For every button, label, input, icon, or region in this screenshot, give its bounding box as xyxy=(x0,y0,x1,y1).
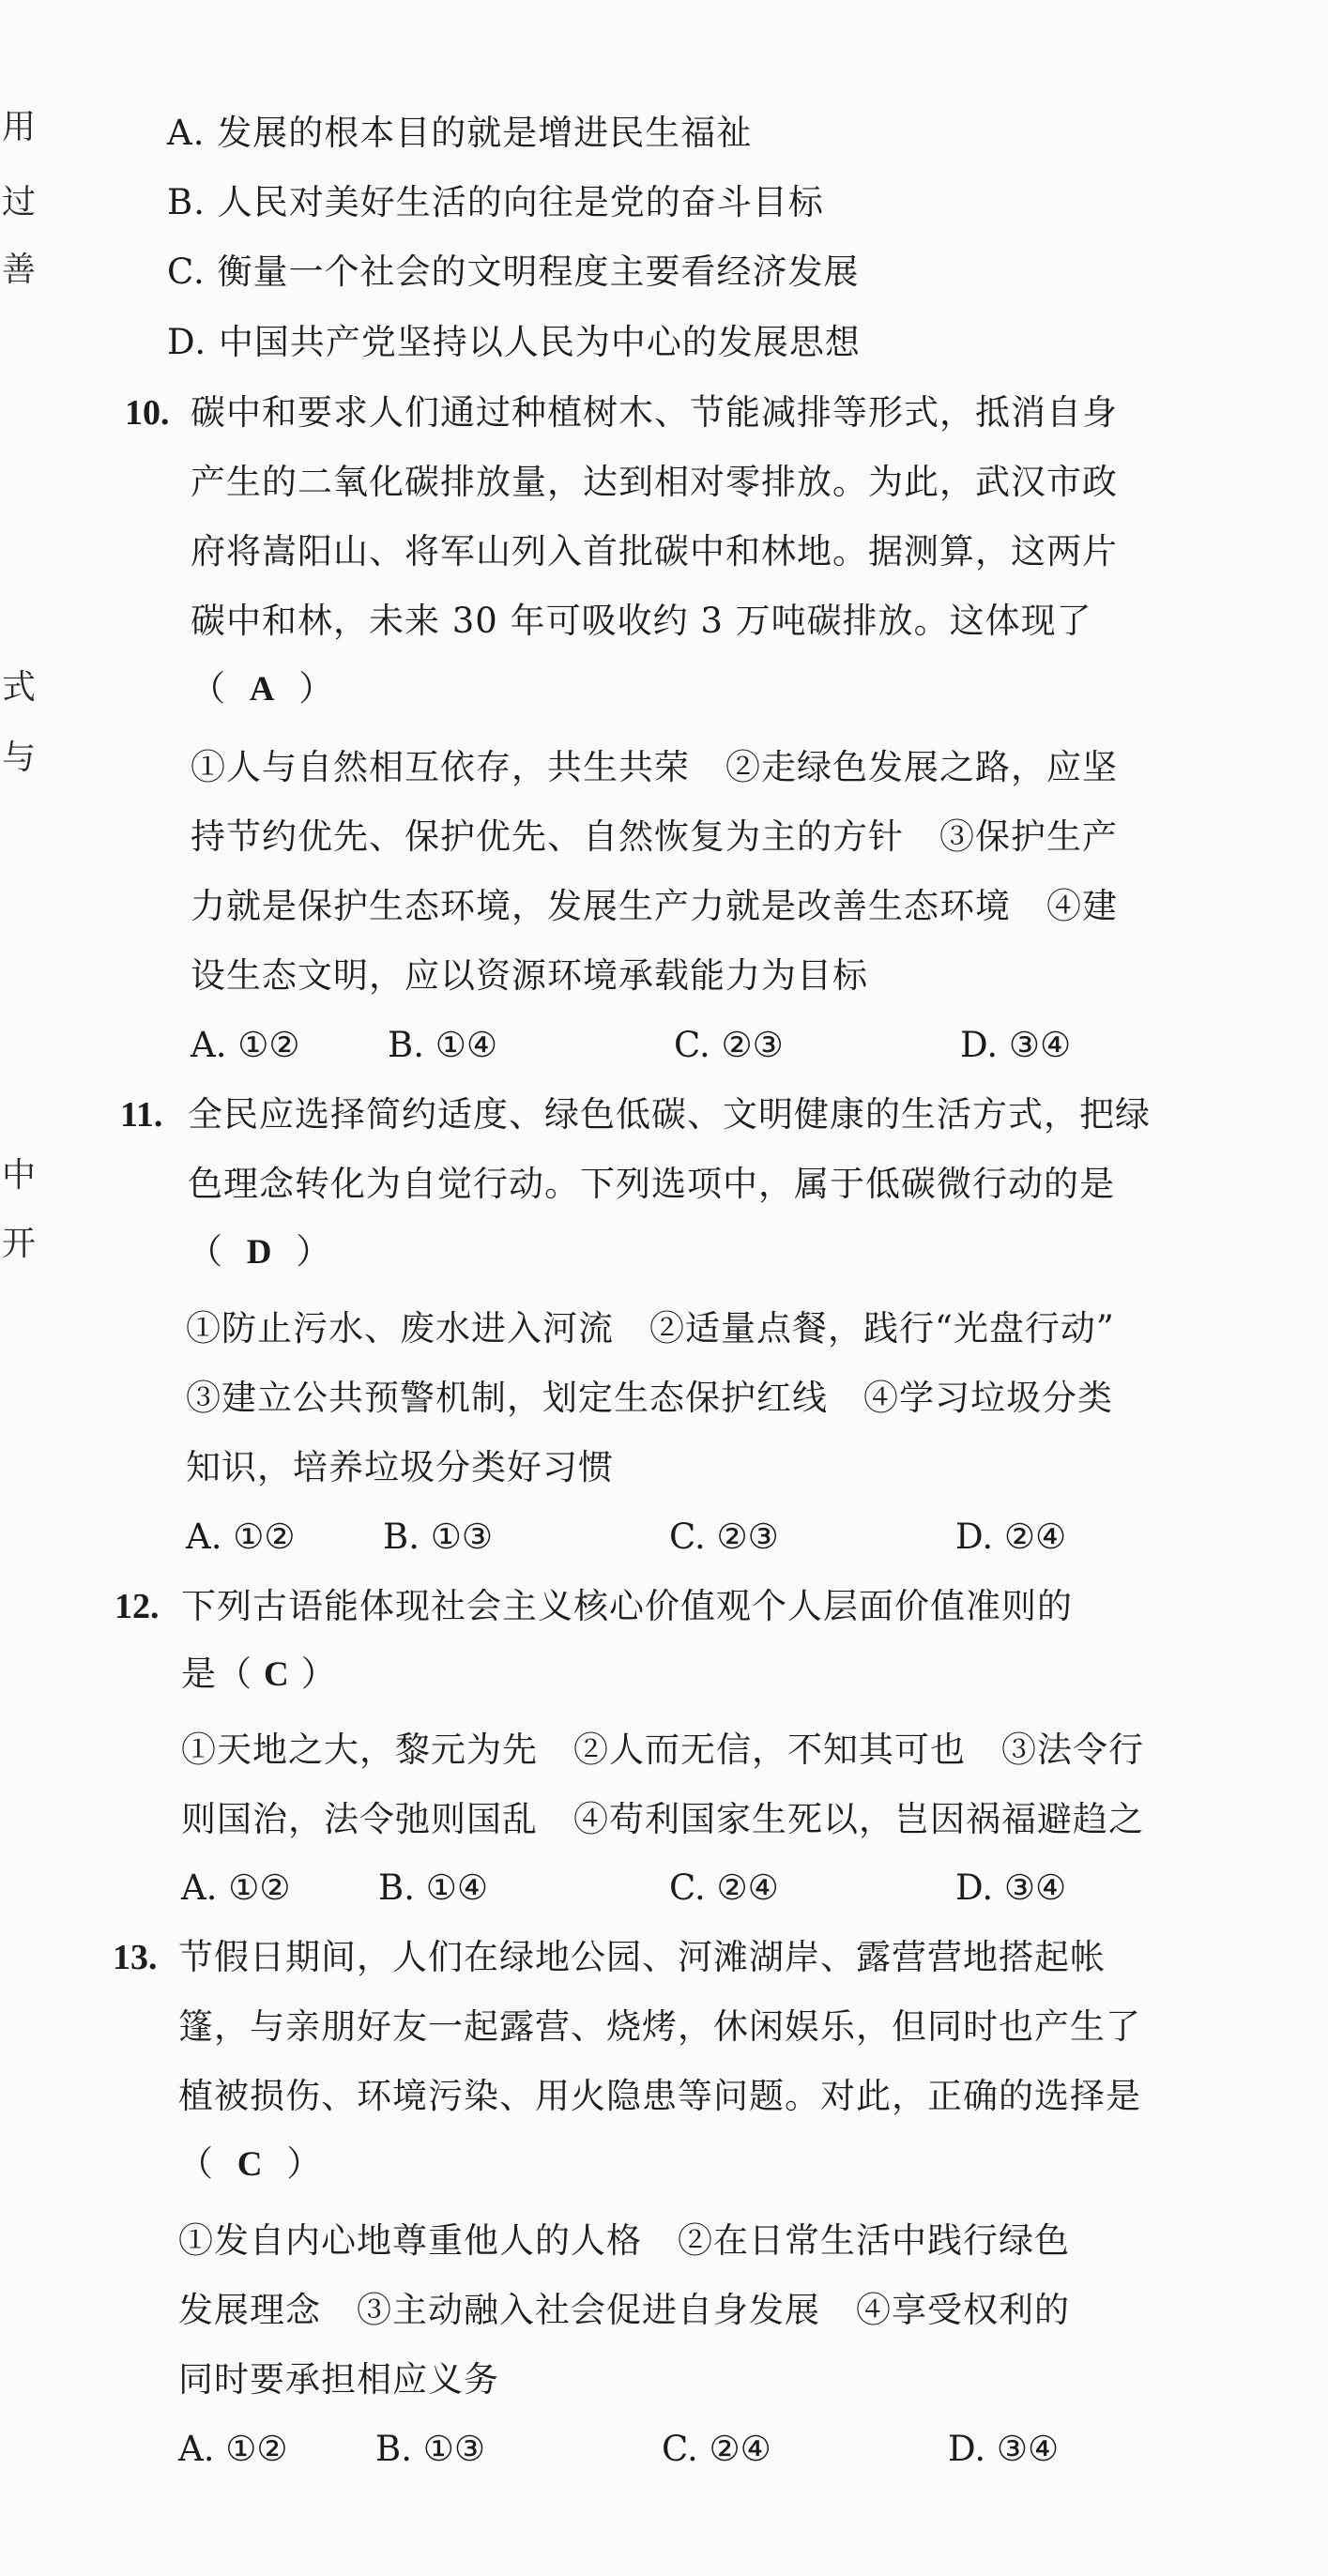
question-number: 11. xyxy=(120,1095,163,1135)
choice-d: D. ②④ xyxy=(955,1517,1067,1557)
statement-line: ①天地之大，黎元为先 ②人而无信，不知其可也 ③法令行 xyxy=(181,1730,1144,1770)
bracket-close: ） xyxy=(300,1654,337,1694)
bracket-open: （ xyxy=(217,1654,252,1694)
q9-option-a: A. 发展的根本目的就是增进民生福祉 xyxy=(167,113,753,153)
choice-d: D. ③④ xyxy=(960,1025,1072,1065)
bracket-close: ） xyxy=(298,668,335,709)
question-stem: 碳中和要求人们通过种植树木、节能减排等形式，抵消自身 xyxy=(191,392,1118,433)
choice-b: B. ①④ xyxy=(378,1867,489,1908)
statement-line: ①发自内心地尊重他人的人格 ②在日常生活中践行绿色 xyxy=(178,2220,1070,2261)
margin-fragment: 用 xyxy=(2,108,37,146)
question-stem-with-answer xyxy=(181,1654,337,1696)
choice-b: B. ①③ xyxy=(375,2429,486,2469)
statement-line: 力就是保护生态环境，发展生产力就是改善生态环境 ④建 xyxy=(191,886,1118,926)
margin-fragment: 过 xyxy=(2,183,37,221)
bracket-close: ） xyxy=(286,2143,323,2184)
question-stem: 府将嵩阳山、将军山列入首批碳中和林地。据测算，这两片 xyxy=(191,531,1118,572)
statement-line: 发展理念 ③主动融入社会促进自身发展 ④享受权利的 xyxy=(178,2290,1070,2330)
choice-c: C. ②③ xyxy=(669,1517,779,1557)
question-stem: 产生的二氧化碳排放量，达到相对零排放。为此，武汉市政 xyxy=(191,462,1118,502)
bracket-close: ） xyxy=(296,1231,332,1272)
margin-fragment: 式 xyxy=(2,668,37,707)
answer-letter: D xyxy=(246,1233,273,1272)
choice-b: B. ①④ xyxy=(388,1025,498,1065)
question-stem: 植被损伤、环境污染、用火隐患等问题。对此，正确的选择是 xyxy=(178,2076,1141,2116)
answer-bracket xyxy=(178,2143,322,2186)
choice-c: C. ②④ xyxy=(669,1867,779,1908)
statement-line: ③建立公共预警机制，划定生态保护红线 ④学习垃圾分类 xyxy=(186,1378,1113,1418)
bracket-open: （ xyxy=(191,668,226,709)
answer-letter: C xyxy=(264,1655,290,1694)
question-number: 12. xyxy=(114,1587,160,1626)
question-number: 13. xyxy=(113,1938,158,1977)
choice-d: D. ③④ xyxy=(948,2429,1060,2469)
choice-a: A. ①② xyxy=(181,1867,291,1908)
choice-d: D. ③④ xyxy=(955,1867,1067,1908)
statement-line: ①人与自然相互依存，共生共荣 ②走绿色发展之路，应坚 xyxy=(191,747,1118,787)
margin-fragment: 中 xyxy=(2,1156,37,1195)
question-stem: 是 xyxy=(181,1654,217,1694)
statement-line: 同时要承担相应义务 xyxy=(178,2359,499,2400)
bracket-open: （ xyxy=(188,1231,223,1272)
q9-option-d: D. 中国共产党坚持以人民为中心的发展思想 xyxy=(167,322,861,362)
statement-line: 知识，培养垃圾分类好习惯 xyxy=(186,1447,614,1487)
choice-a: A. ①② xyxy=(191,1025,300,1065)
choice-c: C. ②④ xyxy=(662,2429,771,2469)
answer-letter: A xyxy=(249,670,276,709)
q9-option-b: B. 人民对美好生活的向往是党的奋斗目标 xyxy=(167,182,824,222)
question-stem: 全民应选择简约适度、绿色低碳、文明健康的生活方式，把绿 xyxy=(188,1094,1151,1135)
question-stem: 节假日期间，人们在绿地公园、河滩湖岸、露营营地搭起帐 xyxy=(178,1937,1106,1977)
choice-c: C. ②③ xyxy=(674,1025,784,1065)
margin-fragment: 善 xyxy=(2,251,37,289)
margin-fragment: 开 xyxy=(2,1225,37,1263)
question-stem: 下列古语能体现社会主义核心价值观个人层面价值准则的 xyxy=(181,1586,1073,1626)
choice-b: B. ①③ xyxy=(383,1517,494,1557)
question-stem: 碳中和林，未来 30 年可吸收约 3 万吨碳排放。这体现了 xyxy=(191,601,1092,641)
choice-a: A. ①② xyxy=(186,1517,296,1557)
answer-bracket xyxy=(191,668,334,710)
answer-bracket xyxy=(188,1231,331,1273)
question-number: 10. xyxy=(125,393,170,433)
answer-letter: C xyxy=(237,2145,264,2184)
margin-fragment: 与 xyxy=(2,739,37,777)
statement-line: 则国治，法令弛则国乱 ④苟利国家生死以，岂因祸福避趋之 xyxy=(181,1799,1144,1839)
statement-line: 设生态文明，应以资源环境承载能力为目标 xyxy=(191,955,868,996)
choice-a: A. ①② xyxy=(178,2429,288,2469)
question-stem: 篷，与亲朋好友一起露营、烧烤，休闲娱乐，但同时也产生了 xyxy=(178,2006,1141,2047)
bracket-open: （ xyxy=(178,2143,214,2184)
q9-option-c: C. 衡量一个社会的文明程度主要看经济发展 xyxy=(167,252,860,292)
statement-line: ①防止污水、废水进入河流 ②适量点餐，践行“光盘行动” xyxy=(186,1308,1115,1349)
question-stem: 色理念转化为自觉行动。下列选项中，属于低碳微行动的是 xyxy=(188,1164,1115,1204)
statement-line: 持节约优先、保护优先、自然恢复为主的方针 ③保护生产 xyxy=(191,816,1118,857)
